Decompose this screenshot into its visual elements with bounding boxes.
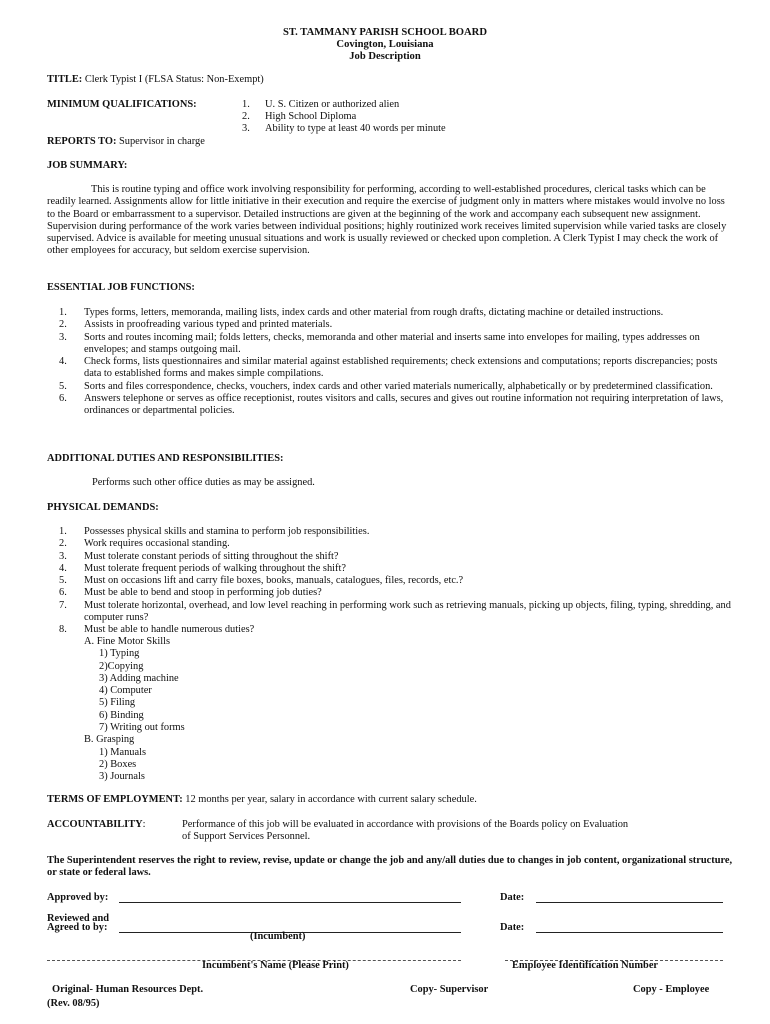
sub-item: 2)Copying [99,660,144,672]
footer-rev: (Rev. 08/95) [47,998,100,1009]
additional-text: Performs such other office duties as may be assigned. [92,477,315,488]
footer-original: Original- Human Resources Dept. [52,984,204,995]
list-item: 3. Sorts and routes incoming mail; folds letters, checks, memoranda and other material and inserts same into envelopes for mailing, types addresses on envelopes; and stamps outgoing mail. [59,331,700,355]
sub-item: 3) Journals [99,771,145,783]
approved-by-line[interactable] [119,902,461,903]
accountability-label-row [47,819,146,831]
location: Covington, Louisiana [336,39,434,50]
title-value: Clerk Typist I (FLSA Status: Non-Exempt) [84,74,264,85]
min-qual-label: MINIMUM QUALIFICATIONS: [47,99,197,110]
essential-list [47,307,737,418]
org-name: ST. TAMMANY PARISH SCHOOL BOARD [283,27,487,38]
list-item: 6. Must be able to bend and stoop in performing job duties? [59,587,322,599]
list-item: 1. Types forms, letters, memoranda, mailing lists, index cards and other material from rough drafts, dictating machine or detailed instructions. [59,307,664,318]
min-qual-item-3: Ability to type at least 40 words per minute [265,123,446,134]
sub-item: 3) Adding machine [99,672,179,684]
min-qual-num-2: 2. [242,111,250,122]
reports-to-value: Supervisor in charge [119,136,205,147]
incumbent-name-label: Incumbent's Name (Please Print) [202,960,349,971]
date-label-1: Date: [500,892,525,903]
list-item: 2. Assists in proofreading various typed and printed materials. [59,319,333,331]
list-item: 7. Must tolerate horizontal, overhead, and low level reaching in performing work such as retrieving manuals, picking up objects, filing, typing, shredding, and computer runs? [59,599,731,624]
incumbent-label: (Incumbent) [250,931,306,942]
accountability-colon: : [142,819,146,830]
approved-by-label: Approved by: [47,892,109,903]
list-item: 5. Sorts and files correspondence, checks, vouchers, index cards and other varied materials numerically, alphabetically or by predetermined classification. [59,380,713,392]
physical-list [47,526,737,637]
reserve-statement: The Superintendent reserves the right to review, revise, update or change the job and any/all duties due to changes in job content, organizational structure, or state or federal laws. [47,855,733,879]
physical-heading: PHYSICAL DEMANDS: [47,502,159,513]
list-item: 1. Possesses physical skills and stamina to perform job responsibilities. [59,526,370,537]
footer-copy-supervisor: Copy- Supervisor [410,984,489,995]
min-qual-item-1: U. S. Citizen or authorized alien [265,99,400,110]
title-row [47,74,264,86]
terms-row [47,794,477,806]
terms-value: 12 months per year, salary in accordance with current salary schedule. [185,794,477,805]
sub-item: 1) Typing [99,648,140,660]
terms-label: TERMS OF EMPLOYMENT: [47,794,183,805]
list-item: 6. Answers telephone or serves as office receptionist, routes visitors and calls, secures and gives out routine information not requiring interpretation of laws, ordinances or departmental policies. [59,393,724,417]
reports-to-label: REPORTS TO: [47,136,117,147]
additional-heading: ADDITIONAL DUTIES AND RESPONSIBILITIES: [47,453,284,464]
reports-to-row [47,136,205,148]
min-qual-num-1: 1. [242,99,250,110]
date-label-2: Date: [500,922,525,933]
sub-item: B. Grasping [84,734,135,746]
sub-item: 1) Manuals [99,746,147,758]
essential-heading: ESSENTIAL JOB FUNCTIONS: [47,282,195,293]
list-item: 8. Must be able to handle numerous duties? [59,624,255,636]
list-item: 3. Must tolerate constant periods of sitting throughout the shift? [59,550,339,562]
employee-id-label: Employee Identification Number [512,960,659,971]
sub-item: 5) Filing [99,697,136,709]
reviewed-label: Reviewed and Agreed to by: [47,913,110,933]
footer-copy-employee: Copy - Employee [633,984,710,995]
sub-item: 7) Writing out forms [99,722,185,734]
physical-sublist [84,636,185,784]
min-qual-num-3: 3. [242,123,250,134]
list-item: 2. Work requires occasional standing. [59,538,230,550]
sub-item: 4) Computer [99,685,152,697]
list-item: 4. Check forms, lists questionnaires and similar material against established requirements; check extensions and computations; reports discrepancies; posts data to established forms and makes simple compilations. [59,356,718,380]
accountability-label: ACCOUNTABILITY [47,819,143,830]
min-qual-item-2: High School Diploma [265,111,357,122]
job-summary-heading: JOB SUMMARY: [47,160,128,171]
accountability-line-1: Performance of this job will be evaluated in accordance with provisions of the Boards policy on Evaluation [182,819,629,830]
list-item: 4. Must tolerate frequent periods of walking throughout the shift? [59,562,347,574]
list-item: 5. Must on occasions lift and carry file boxes, books, manuals, catalogues, files, records, etc.? [59,575,464,587]
sub-item: 6) Binding [99,709,144,721]
document-type: Job Description [349,51,421,62]
sub-item: 2) Boxes [99,758,137,770]
accountability-line-2: of Support Services Personnel. [182,831,311,842]
date-line-1[interactable] [536,902,723,903]
sub-item: A. Fine Motor Skills [84,636,171,647]
title-label: TITLE: [47,74,83,85]
job-summary-text: This is routine typing and office work involving responsibility for performing, according to well-established procedures, clerical tasks which can be readily learned. Assignments allow for little initiative in their execution and require the exercise of judgment only in matters where mistakes would involve no loss to the Board or embarrassment to a supervisor. Detailed instructions are given at the beginning of the work and accompany each subsequent new assignment. Supervision during performance of the work varies between individual positions; highly routinized work receives limited supervision while varied tasks are closely supervised. Advice is available for meeting unusual situations and work is usually reviewed or checked upon completion. A Clerk Typist I may check the work of other employees for accuracy, but seldom exercise supervision. [47,184,727,257]
date-line-2[interactable] [536,932,723,933]
